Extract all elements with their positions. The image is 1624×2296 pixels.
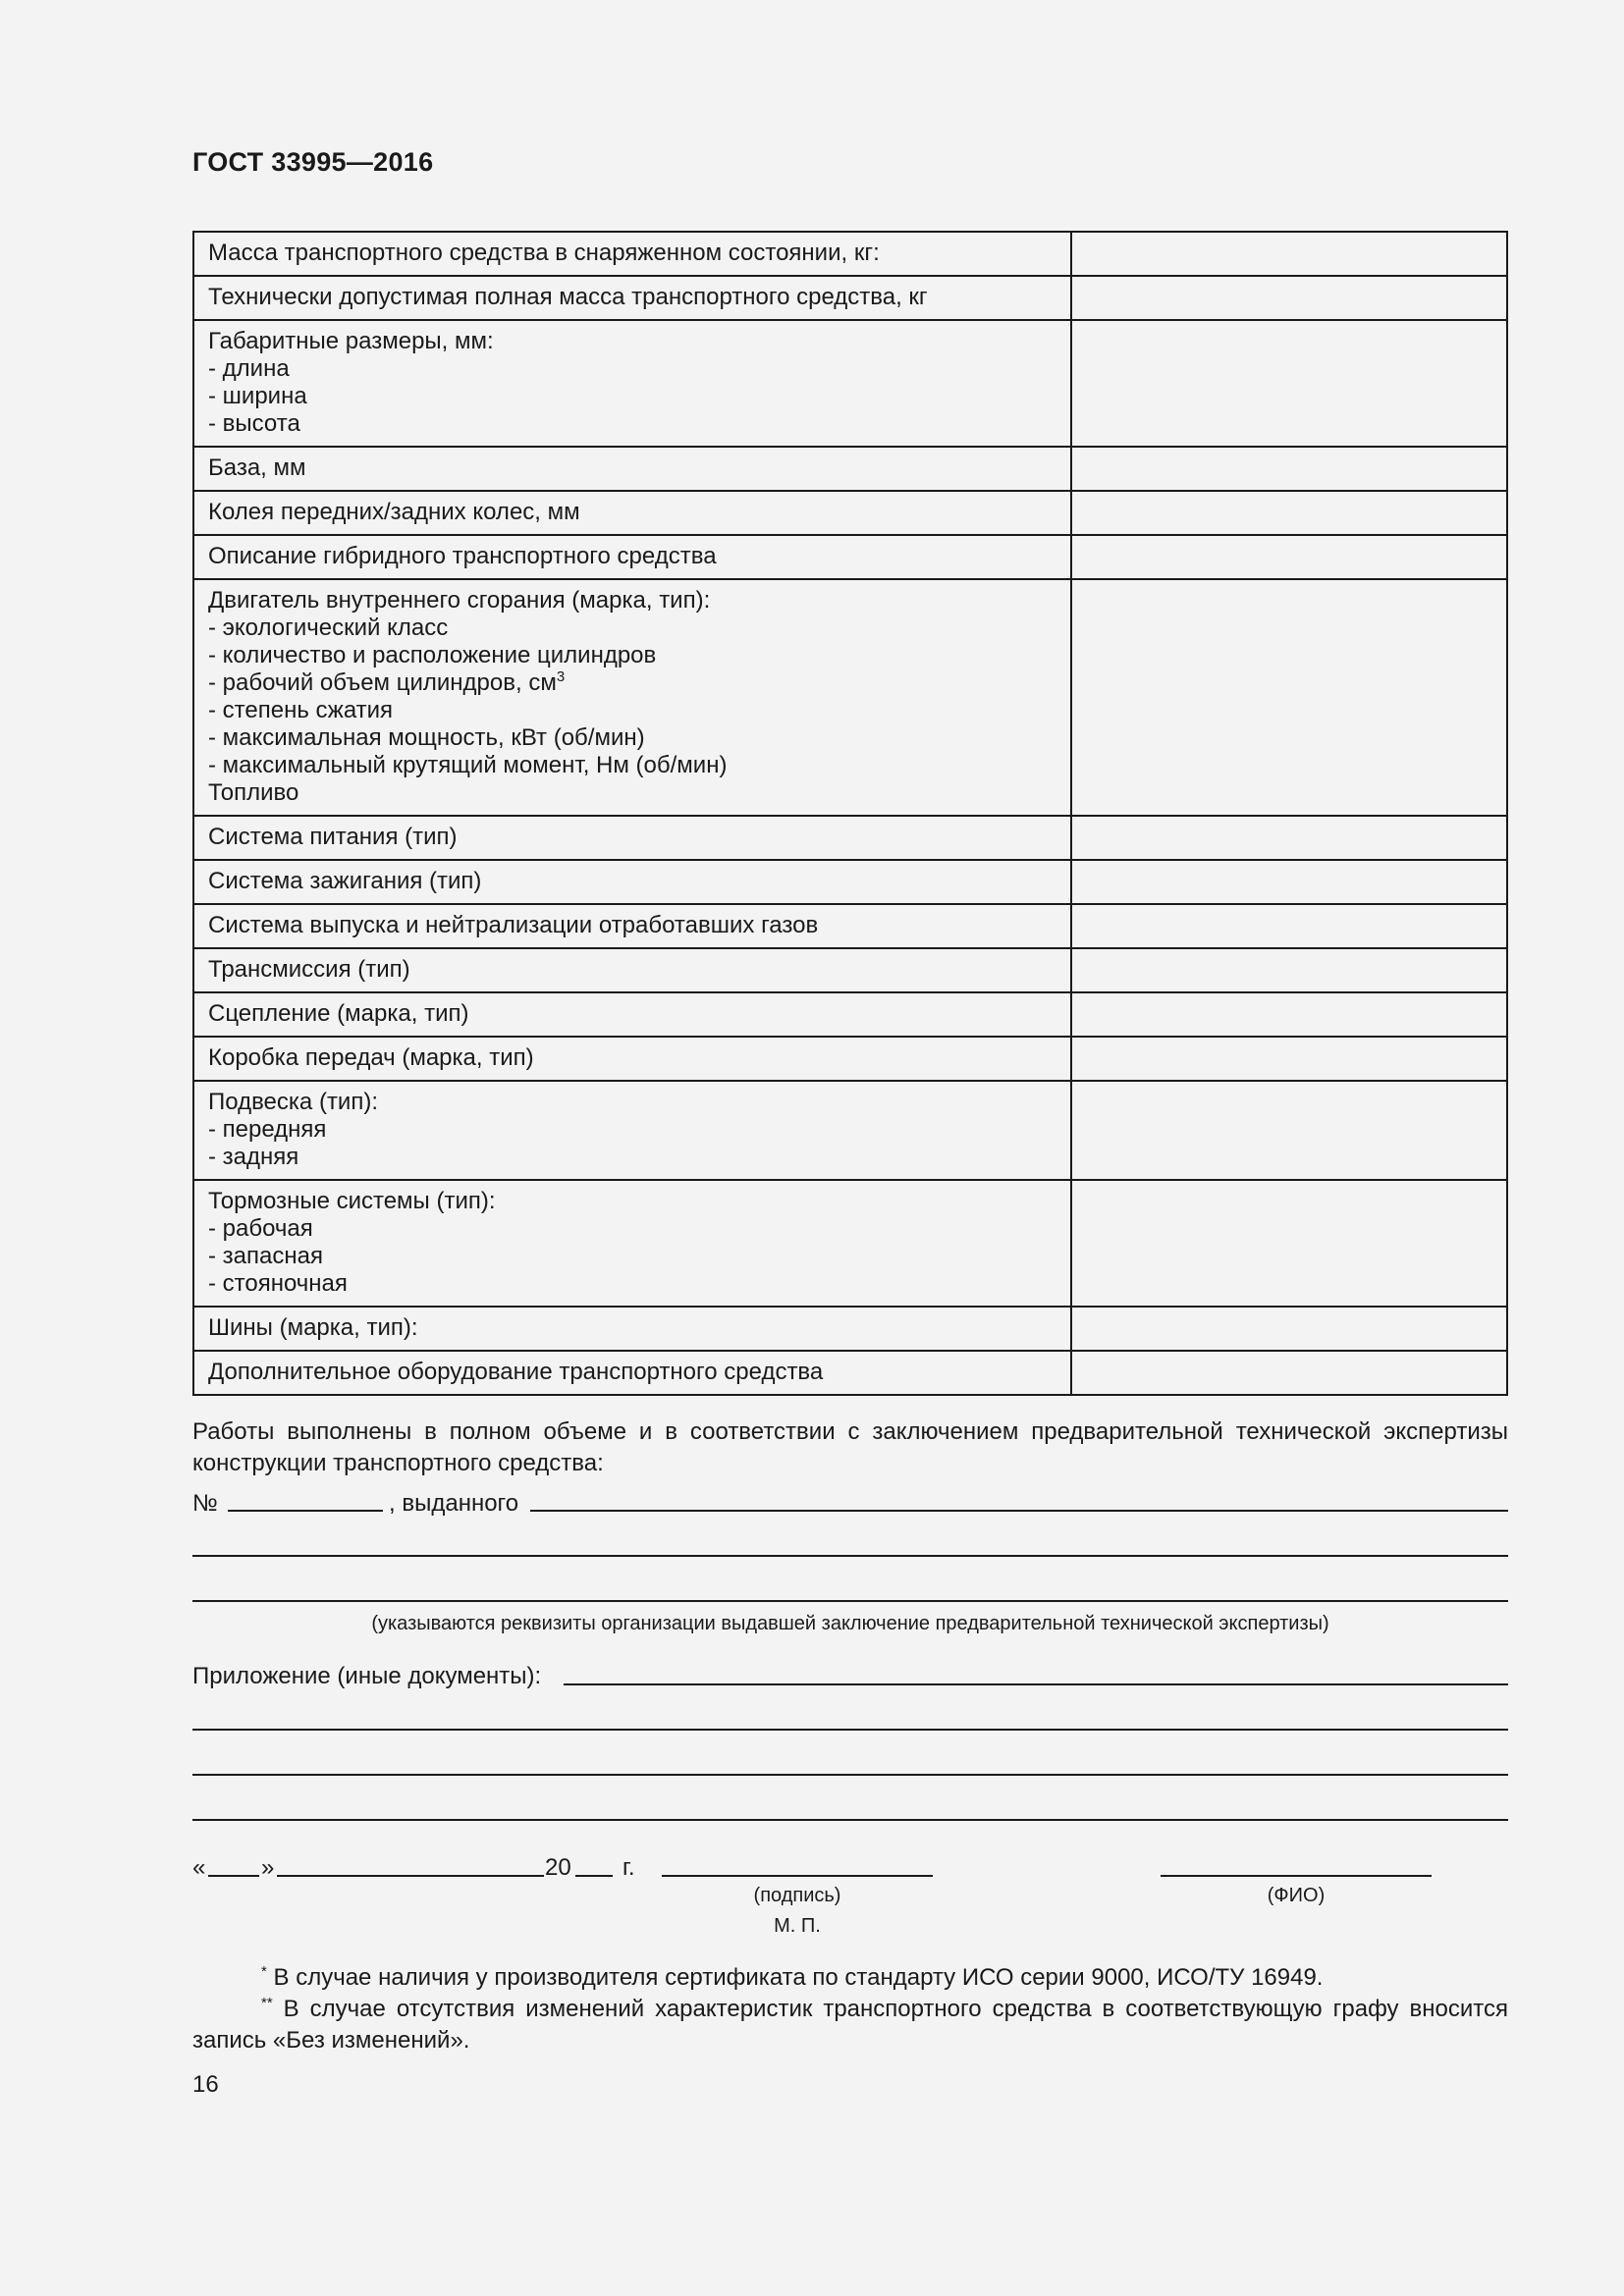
spec-label: Тормозные системы (тип): [208, 1188, 496, 1214]
date-year-suffix: г. [623, 1854, 635, 1881]
spec-label: Технически допустимая полная масса транспортного средства, кг [208, 284, 928, 310]
footnote-2 [192, 1994, 1508, 2056]
spec-sub-item-text: - ширина [208, 383, 307, 409]
page-header: ГОСТ 33995—2016 [192, 147, 434, 177]
spec-sub-item-text: - степень сжатия [208, 697, 394, 723]
spec-value-cell[interactable] [1071, 992, 1507, 1037]
signature-caption: (подпись) [753, 1885, 841, 1906]
spec-label-cell [193, 992, 1071, 1037]
table-row [193, 816, 1507, 860]
spec-sub-item-text: Топливо [208, 779, 299, 806]
date-month-line[interactable] [277, 1875, 544, 1877]
spec-value-cell[interactable] [1071, 1081, 1507, 1180]
spec-label-cell [193, 1037, 1071, 1081]
spec-value-cell[interactable] [1071, 276, 1507, 320]
spec-label-cell [193, 535, 1071, 579]
issued-field-line[interactable] [530, 1510, 1508, 1512]
spec-sub-item-text: - длина [208, 355, 290, 382]
date-year-prefix: 20 [545, 1854, 571, 1881]
spec-label: Система питания (тип) [208, 824, 458, 850]
spec-sub-item-text: - рабочая [208, 1215, 313, 1242]
spec-value-cell[interactable] [1071, 1307, 1507, 1351]
appendix-field-line-3[interactable] [192, 1774, 1508, 1776]
spec-value-cell[interactable] [1071, 232, 1507, 276]
spec-sub-item-text: - максимальный крутящий момент, Нм (об/мин) [208, 752, 728, 778]
spec-label-cell [193, 1180, 1071, 1307]
spec-value-cell[interactable] [1071, 1351, 1507, 1395]
date-quote-open: « [192, 1854, 206, 1881]
date-day-line[interactable] [208, 1875, 259, 1877]
date-year-line[interactable] [575, 1875, 613, 1877]
footnote-1 [192, 1962, 1508, 1994]
table-row [193, 992, 1507, 1037]
spec-sub-item-text: - стояночная [208, 1270, 348, 1297]
spec-sub-item [208, 642, 1056, 669]
footnote-1-mark: * [261, 1963, 267, 1980]
table-row [193, 535, 1507, 579]
spec-label: Коробка передач (марка, тип) [208, 1044, 534, 1071]
spec-label-cell [193, 276, 1071, 320]
spec-sub-item-text: - запасная [208, 1243, 323, 1269]
spec-sub-item [208, 752, 1056, 779]
appendix-label: Приложение (иные документы): [192, 1663, 542, 1689]
issued-label: , выданного [389, 1490, 519, 1517]
spec-sub-item-text: - высота [208, 410, 300, 437]
spec-label: Масса транспортного средства в снаряженном состоянии, кг: [208, 240, 880, 266]
vehicle-spec-table [192, 231, 1508, 1396]
spec-label: Описание гибридного транспортного средства [208, 543, 717, 569]
spec-sub-item-text: - максимальная мощность, кВт (об/мин) [208, 724, 645, 751]
spec-label-cell [193, 491, 1071, 535]
spec-value-cell[interactable] [1071, 579, 1507, 816]
spec-sub-item [208, 355, 1056, 383]
spec-value-cell[interactable] [1071, 320, 1507, 447]
spec-sub-item [208, 1270, 1056, 1298]
table-row [193, 579, 1507, 816]
spec-label-cell [193, 447, 1071, 491]
spec-sub-item [208, 410, 1056, 438]
spec-label: Габаритные размеры, мм: [208, 328, 494, 354]
footnote-2-mark: ** [261, 1995, 273, 2011]
spec-sub-item [208, 779, 1056, 807]
spec-sub-item [208, 697, 1056, 724]
spec-label-cell [193, 860, 1071, 904]
signature-line[interactable] [662, 1875, 933, 1877]
spec-label-cell [193, 1351, 1071, 1395]
spec-sub-item [208, 724, 1056, 752]
spec-value-cell[interactable] [1071, 1037, 1507, 1081]
spec-label-cell [193, 579, 1071, 816]
appendix-field-line-4[interactable] [192, 1819, 1508, 1821]
table-row [193, 860, 1507, 904]
spec-value-cell[interactable] [1071, 1180, 1507, 1307]
spec-label: Подвеска (тип): [208, 1089, 378, 1115]
footnote-2-text: В случае отсутствия изменений характеристик транспортного средства в соответствующую графу вносится запись «Без изменений». [192, 1996, 1509, 2054]
date-quote-close: » [261, 1854, 275, 1881]
number-label: № [192, 1490, 218, 1517]
spec-label-cell [193, 320, 1071, 447]
spec-label: Колея передних/задних колес, мм [208, 499, 580, 525]
statement-text: Работы выполнены в полном объеме и в соответствии с заключением предварительной технической экспертизы конструкции транспортного средства: [192, 1418, 1508, 1476]
spec-sub-item [208, 1116, 1056, 1144]
spec-value-cell[interactable] [1071, 904, 1507, 948]
table-row [193, 447, 1507, 491]
spec-sub-item [208, 1215, 1056, 1243]
table-row [193, 1180, 1507, 1307]
table-row [193, 948, 1507, 992]
spec-sub-item-text: - экологический класс [208, 614, 449, 641]
appendix-field-line[interactable] [564, 1683, 1508, 1685]
issued-field-line-2[interactable] [192, 1555, 1508, 1557]
spec-label-cell [193, 816, 1071, 860]
full-name-line[interactable] [1161, 1875, 1432, 1877]
spec-label-cell [193, 948, 1071, 992]
spec-sub-item-text: - передняя [208, 1116, 327, 1143]
table-row [193, 1081, 1507, 1180]
spec-label-cell [193, 904, 1071, 948]
spec-label-cell [193, 232, 1071, 276]
spec-sub-item [208, 383, 1056, 410]
spec-sub-item [208, 614, 1056, 642]
spec-label: Шины (марка, тип): [208, 1314, 418, 1341]
issued-field-line-3[interactable] [192, 1600, 1508, 1602]
spec-sub-item-text: - задняя [208, 1144, 299, 1170]
stamp-label: М. П. [774, 1915, 821, 1937]
superscript: 3 [556, 668, 566, 685]
spec-value-cell[interactable] [1071, 816, 1507, 860]
spec-label: Система зажигания (тип) [208, 868, 482, 894]
table-row [193, 491, 1507, 535]
table-row [193, 320, 1507, 447]
spec-sub-item-text: - рабочий объем цилиндров, см [208, 669, 557, 696]
number-field-line[interactable] [228, 1510, 383, 1512]
spec-label-cell [193, 1307, 1071, 1351]
table-row [193, 904, 1507, 948]
spec-value-cell[interactable] [1071, 860, 1507, 904]
issuer-caption: (указываются реквизиты организации выдавшей заключение предварительной технической экспертизы) [371, 1613, 1329, 1634]
spec-label: Сцепление (марка, тип) [208, 1000, 469, 1027]
spec-sub-item [208, 1243, 1056, 1270]
footnote-1-text: В случае наличия у производителя сертификата по стандарту ИСО серии 9000, ИСО/ТУ 16949. [273, 1964, 1324, 1991]
table-row [193, 1307, 1507, 1351]
spec-label: Система выпуска и нейтрализации отработавших газов [208, 912, 819, 938]
appendix-field-line-2[interactable] [192, 1729, 1508, 1731]
spec-sub-item-text: - количество и расположение цилиндров [208, 642, 657, 668]
table-row [193, 1351, 1507, 1395]
spec-value-cell[interactable] [1071, 491, 1507, 535]
spec-label: Трансмиссия (тип) [208, 956, 410, 983]
full-name-caption: (ФИО) [1267, 1885, 1326, 1906]
page-number: 16 [192, 2071, 219, 2098]
table-row [193, 276, 1507, 320]
spec-value-cell[interactable] [1071, 447, 1507, 491]
spec-label-cell [193, 1081, 1071, 1180]
spec-value-cell[interactable] [1071, 948, 1507, 992]
spec-label: Двигатель внутреннего сгорания (марка, тип): [208, 587, 711, 614]
spec-value-cell[interactable] [1071, 535, 1507, 579]
spec-sub-item [208, 1144, 1056, 1171]
spec-label: База, мм [208, 454, 306, 481]
table-row [193, 232, 1507, 276]
table-row [193, 1037, 1507, 1081]
spec-sub-item [208, 669, 1056, 697]
spec-label: Дополнительное оборудование транспортного средства [208, 1359, 824, 1385]
